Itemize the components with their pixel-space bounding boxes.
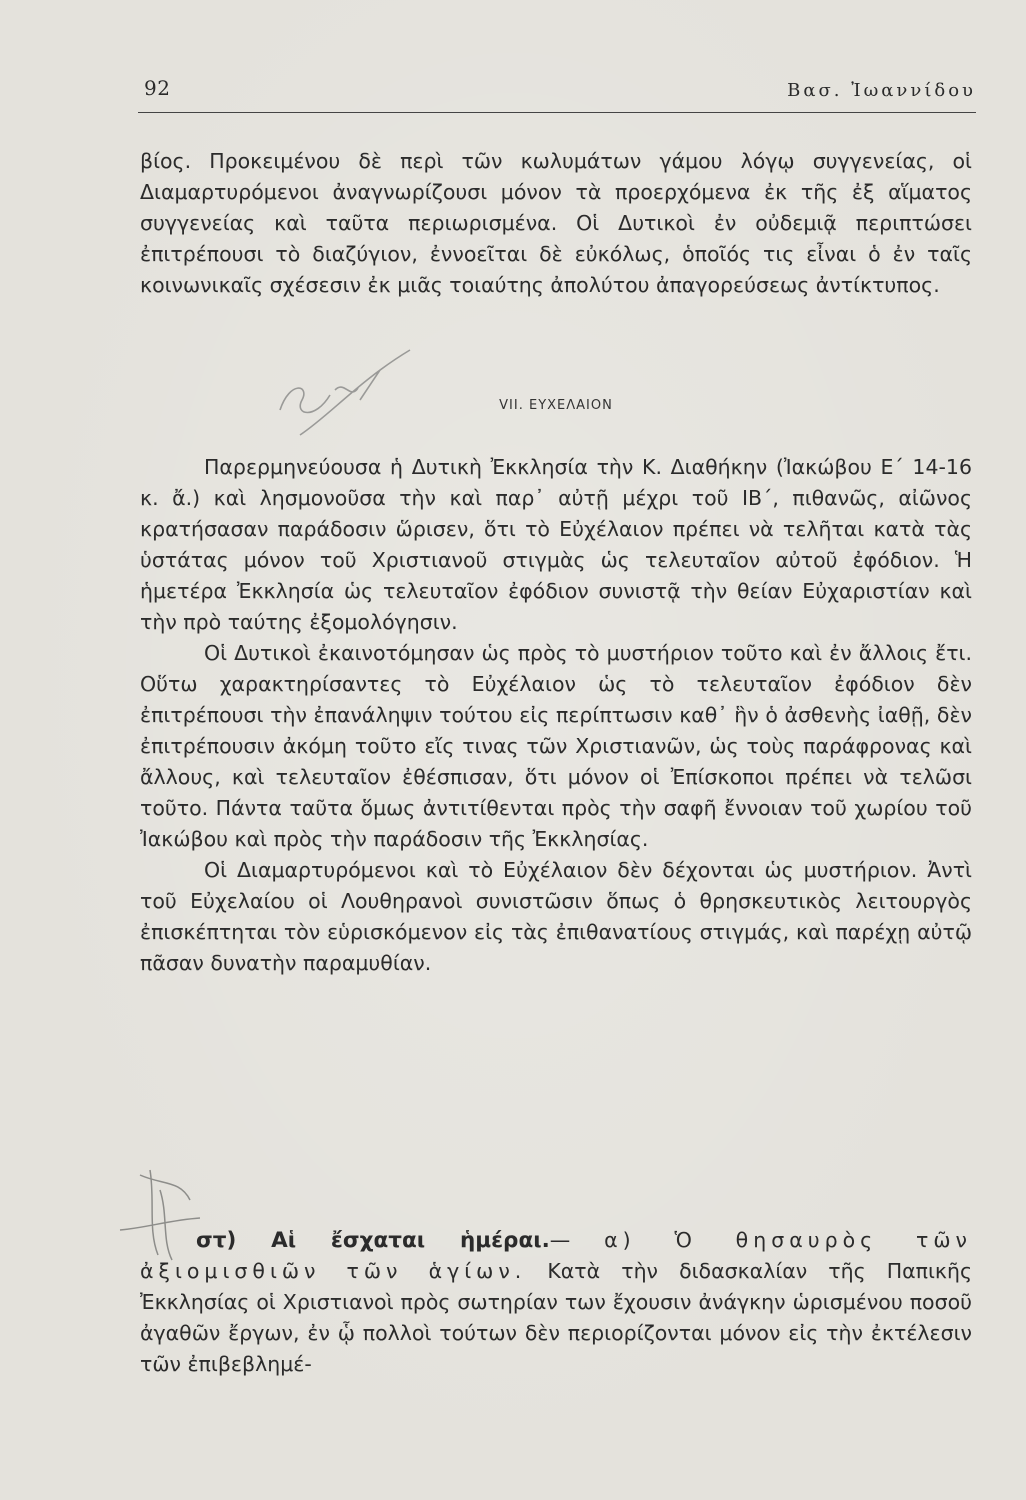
section-title: VII. ΕΥΧΕΛΑΙΟΝ [499, 398, 613, 413]
paragraph: Παρερμηνεύουσα ἡ Δυτικὴ Ἐκκλησία τὴν Κ. Διαθήκην (Ἰακώβου Ε΄ 14-16 κ. ἄ.) καὶ λησμονοῦσα τὴν καὶ παρ᾿ αὐτῇ μέχρι τοῦ ΙΒ΄, πιθανῶς, αἰῶνος κρατήσασαν παράδοσιν ὥρισεν, ὅτι τὸ Εὐχέλαιον πρέπει νὰ τελῆται κατὰ τὰς ὑστάτας μόνον τοῦ Χριστιανοῦ στιγμὰς ὡς τελευταῖον αὐτοῦ ἐφόδιον. Ἡ ἡμετέρα Ἐκκλησία ὡς τελευταῖον ἐφόδιον συνιστᾷ τὴν θείαν Εὐχαριστίαν καὶ τὴν πρὸ ταύτης ἐξομολόγησιν. [140, 455, 972, 634]
header-rule [138, 112, 976, 113]
heading-dash: — [549, 1227, 605, 1252]
pencil-annotation-mark [240, 340, 440, 450]
page-number: 92 [144, 76, 171, 100]
text-block-top [140, 146, 972, 301]
page-header [138, 72, 976, 102]
paragraph: Οἱ Δυτικοὶ ἐκαινοτόμησαν ὡς πρὸς τὸ μυστήριον τοῦτο καὶ ἐν ἄλλοις ἔτι. Οὕτω χαρακτηρίσαντες τὸ Εὐχέλαιον ὡς τὸ τελευταῖον ἐφόδιον δὲν ἐπιτρέπουσι τὴν ἐπανάληψιν τούτου εἰς περίπτωσιν καθ᾿ ἣν ὁ ἀσθενὴς ἰαθῇ, δὲν ἐπιτρέπουσιν ἀκόμη τοῦτο εἴς τινας τῶν Χριστιανῶν, ὡς τοὺς παράφρονας καὶ ἄλλους, καὶ τελευταῖον ἐθέσπισαν, ὅτι μόνον οἱ Ἐπίσκοποι πρέπει νὰ τελῶσι τοῦτο. Πάντα ταῦτα ὅμως ἀντιτίθενται πρὸς τὴν σαφῆ ἔννοιαν τοῦ χωρίου τοῦ Ἰακώβου καὶ πρὸς τὴν παράδοσιν τῆς Ἐκκλησίας. [140, 641, 972, 851]
section-heading: στ) Αἱ ἔσχαται ἡμέραι. [196, 1227, 550, 1253]
subheading: α) Ὁ θησαυρὸς τῶν ἀξιομισθιῶν τῶν ἁγίων. [140, 1227, 972, 1283]
paragraph: Οἱ Διαμαρτυρόμενοι καὶ τὸ Εὐχέλαιον δὲν δέχονται ὡς μυστήριον. Ἀντὶ τοῦ Εὐχελαίου οἱ Λουθηρανοὶ συνιστῶσιν ὅπως ὁ θρησκευτικὸς λειτουργὸς ἐπισκέπτηται τὸν εὑρισκόμενον εἰς τὰς ἐπιθανατίους στιγμάς, καὶ παρέχῃ αὐτῷ πᾶσαν δυνατὴν παραμυθίαν. [140, 858, 972, 975]
paragraph: βίος. Προκειμένου δὲ περὶ τῶν κωλυμάτων γάμου λόγῳ συγγενείας, οἱ Διαμαρτυρόμενοι ἀναγνωρίζουσι μόνον τὰ προερχόμενα ἐκ τῆς ἐξ αἵματος συγγενείας καὶ ταῦτα περιωρισμένα. Οἱ Δυτικοὶ ἐν οὐδεμιᾷ περιπτώσει ἐπιτρέπουσι τὸ διαζύγιον, ἐννοεῖται δὲ εὐκόλως, ὁποῖός τις εἶναι ὁ ἐν ταῖς κοινωνικαῖς σχέσεσιν ἐκ μιᾶς τοιαύτης ἀπολύτου ἀπαγορεύσεως ἀντίκτυπος. [140, 149, 972, 297]
final-paragraph [140, 1225, 972, 1380]
final-paragraph-body: Κατὰ τὴν διδασκαλίαν τῆς Παπικῆς Ἐκκλησίας οἱ Χριστιανοὶ πρὸς σωτηρίαν των ἔχουσιν ἀνάγκην ὡρισμένου ποσοῦ ἀγαθῶν ἔργων, ἐν ᾧ πολλοὶ τούτων δὲν περιορίζονται μόνον εἰς τὴν ἐκτέλεσιν τῶν ἐπιβεβλημέ- [140, 1258, 973, 1376]
running-head: Βασ. Ἰωαννίδου [787, 80, 976, 101]
text-block-main [140, 452, 972, 979]
